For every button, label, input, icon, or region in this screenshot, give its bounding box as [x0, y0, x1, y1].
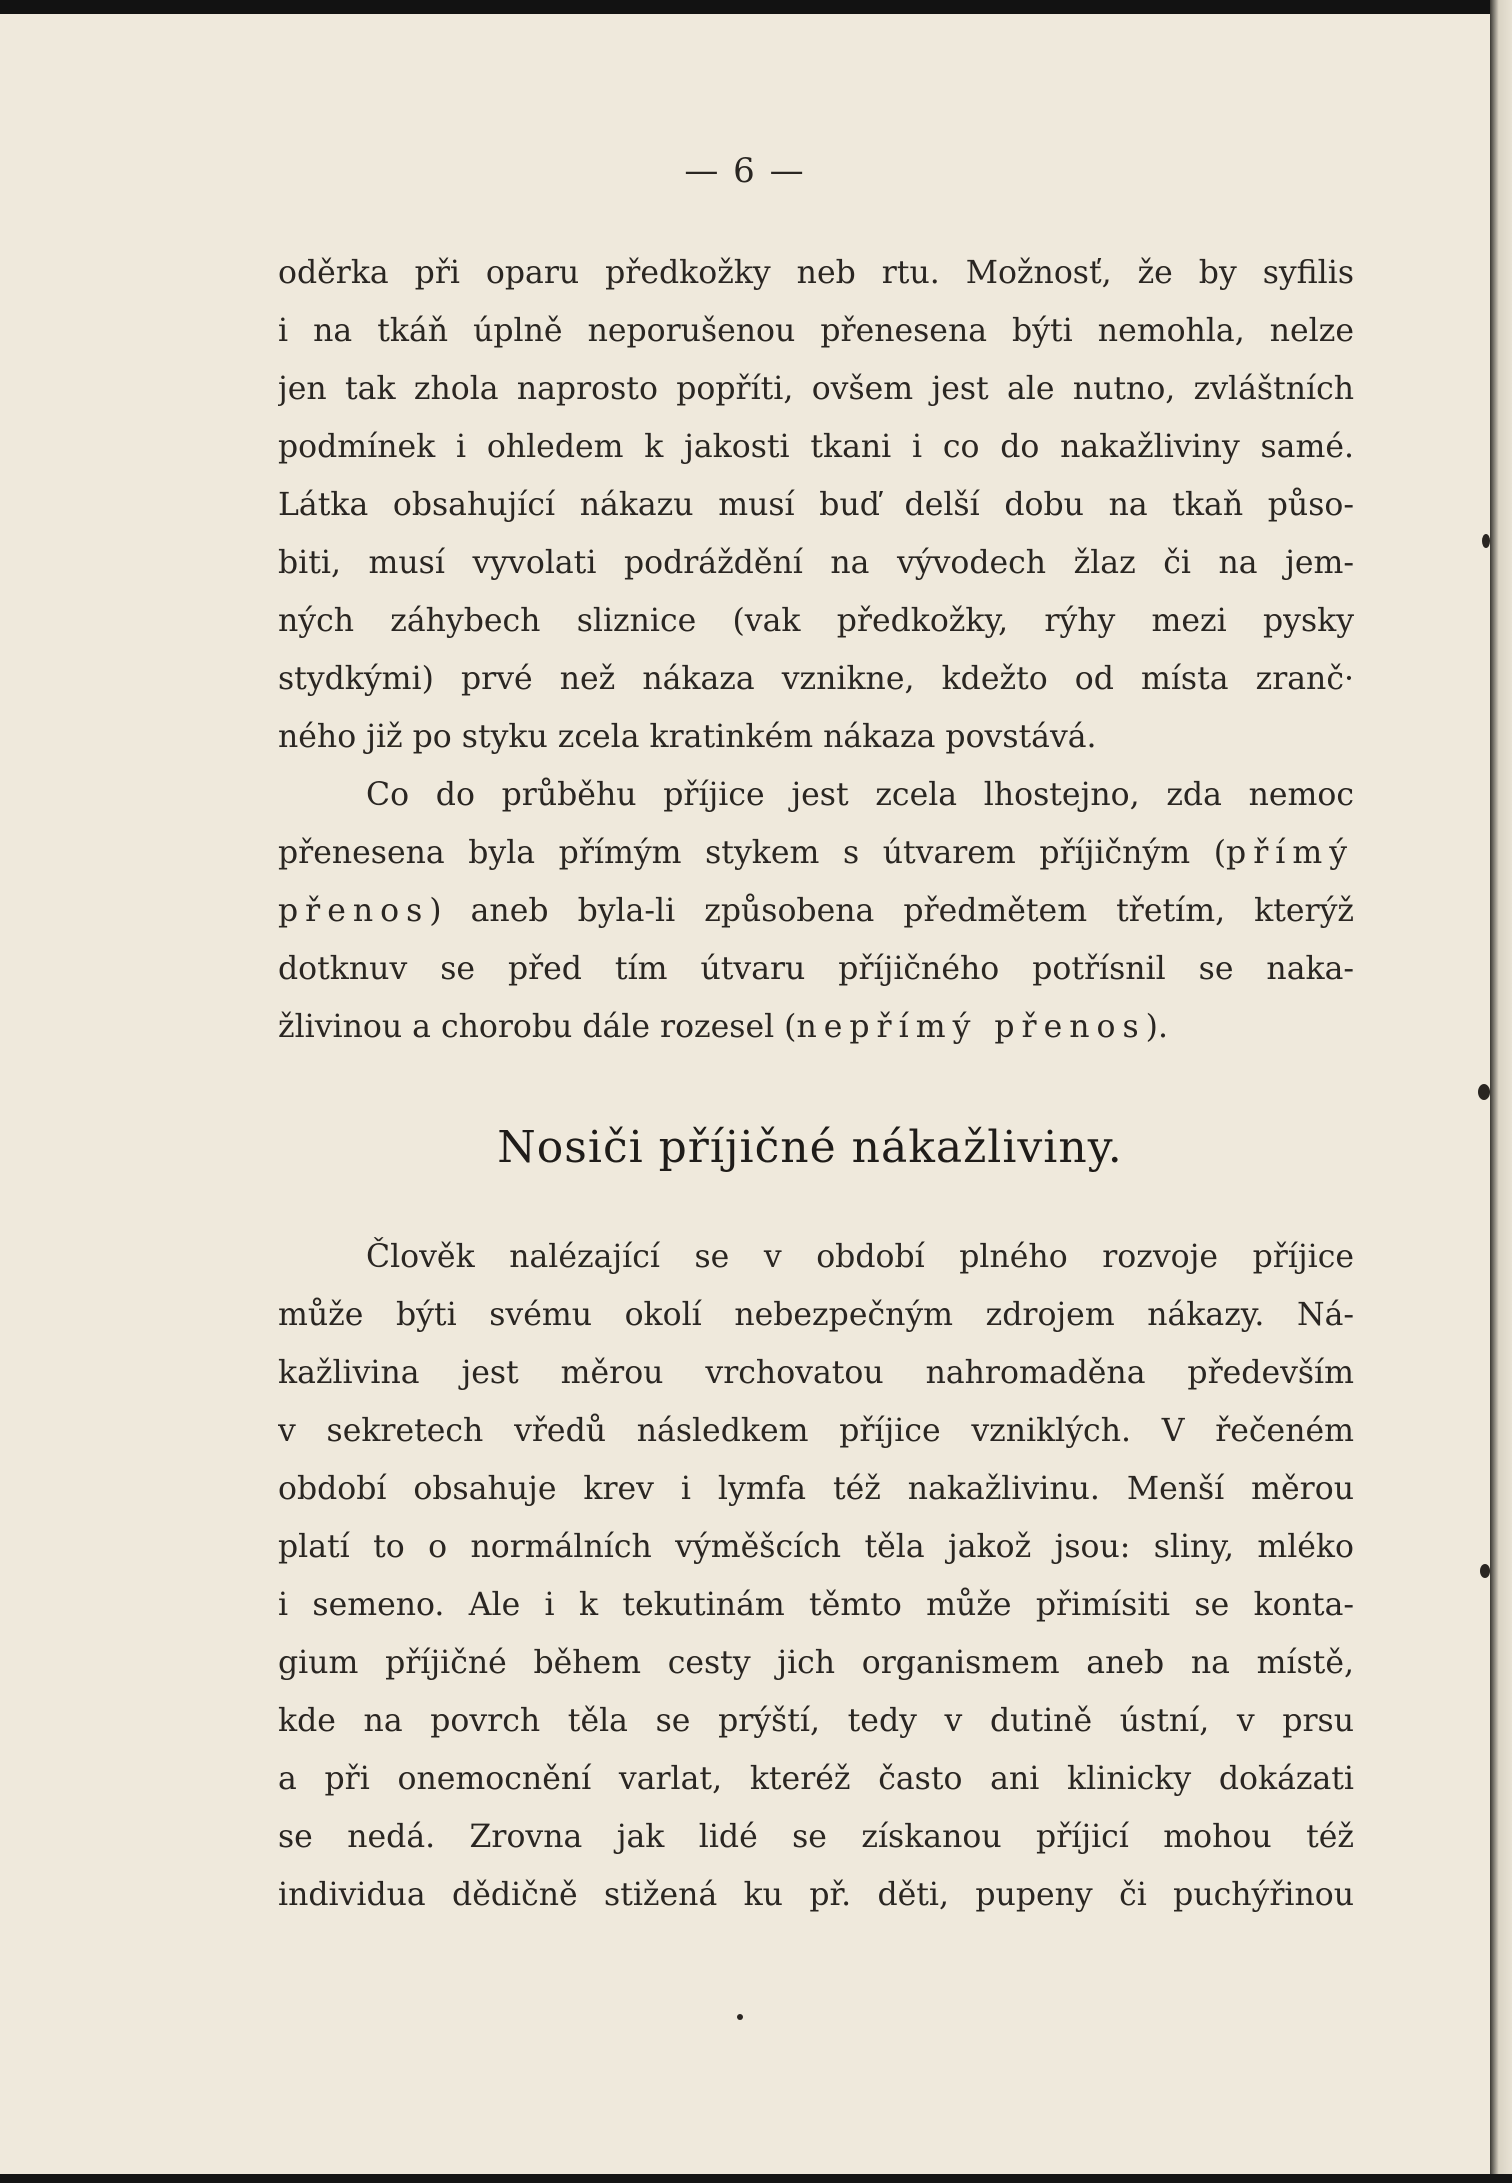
ink-speck [1482, 534, 1490, 548]
text-line: podmínek i ohledem k jakosti tkani i co do nakažliviny samé. [278, 429, 1354, 465]
text-fragment: ). [1145, 1009, 1168, 1045]
text-line [278, 998, 1354, 1056]
paragraph-transmission [278, 766, 1354, 1056]
text-line: kde na povrch těla se prýští, tedy v dutině ústní, v prsu [278, 1703, 1354, 1739]
ink-speck [1478, 1084, 1490, 1100]
scan-border-top [0, 0, 1512, 14]
text-line: a při onemocnění varlat, kteréž často ani klinicky dokázati [278, 1761, 1354, 1797]
text-line: stydkými) prvé než nákaza vznikne, kdežto od místa zranč· [278, 661, 1354, 697]
text-line: Člověk nalézající se v období plného rozvoje příjice [366, 1239, 1354, 1275]
spaced-term: přenos [278, 893, 430, 929]
ink-speck [1480, 1564, 1490, 1578]
text-line: v sekretech vředů následkem příjice vzniklých. V řečeném [278, 1413, 1354, 1449]
text-fragment: žlivinou a chorobu dále rozesel ( [278, 1009, 797, 1045]
spaced-term: nepřímý přenos [796, 1009, 1146, 1045]
scan-border-bottom [0, 2174, 1512, 2183]
text-line: ného již po styku zcela kratinkém nákaza povstává. [278, 719, 1097, 755]
book-page [0, 14, 1490, 2174]
text-fragment: přenesena byla přímým stykem s útvarem příjičným ( [278, 835, 1227, 871]
text-line: oděrka při oparu předkožky neb rtu. Možnosť, že by syfilis [278, 255, 1354, 291]
text-line: může býti svému okolí nebezpečným zdrojem nákazy. Ná- [278, 1297, 1354, 1333]
scan-border-right [1490, 0, 1512, 2183]
text-line: období obsahuje krev i lymfa též nakažlivinu. Menší měrou [278, 1471, 1354, 1507]
paragraph-continuation [278, 244, 1354, 766]
text-line: kažlivina jest měrou vrchovatou nahromaděna především [278, 1355, 1354, 1391]
text-line: gium příjičné během cesty jich organismem aneb na místě, [278, 1645, 1354, 1681]
text-line: se nedá. Zrovna jak lidé se získanou příjicí mohou též [278, 1819, 1354, 1855]
text-line: Co do průběhu příjice jest zcela lhostejno, zda nemoc [366, 777, 1354, 813]
text-line: Látka obsahující nákazu musí buď delší dobu na tkaň půso- [278, 487, 1354, 523]
paragraph-carriers [278, 1228, 1354, 1924]
text-fragment: ) aneb byla-li způsobena předmětem třetím, kterýž [429, 893, 1354, 929]
ink-speck [737, 2014, 743, 2020]
text-line: jen tak zhola naprosto popříti, ovšem jest ale nutno, zvláštních [278, 371, 1354, 407]
section-heading: Nosiči příjičné nákažliviny. [497, 1122, 1123, 1173]
text-line: platí to o normálních výměšcích těla jakož jsou: sliny, mléko [278, 1529, 1354, 1565]
text-line [278, 882, 1354, 940]
text-line [278, 824, 1354, 882]
page-number: — 6 — [684, 151, 806, 191]
text-line: individua dědičně stižená ku př. děti, pupeny či puchýřinou [278, 1877, 1354, 1913]
text-line: ných záhybech sliznice (vak předkožky, rýhy mezi pysky [278, 603, 1354, 639]
text-line: biti, musí vyvolati podráždění na vývodech žlaz či na jem- [278, 545, 1354, 581]
text-line: dotknuv se před tím útvaru příjičného potřísnil se naka- [278, 951, 1354, 987]
text-line: i na tkáň úplně neporušenou přenesena býti nemohla, nelze [278, 313, 1354, 349]
spaced-term: přímý [1226, 835, 1354, 871]
text-line: i semeno. Ale i k tekutinám těmto může přimísiti se konta- [278, 1587, 1354, 1623]
